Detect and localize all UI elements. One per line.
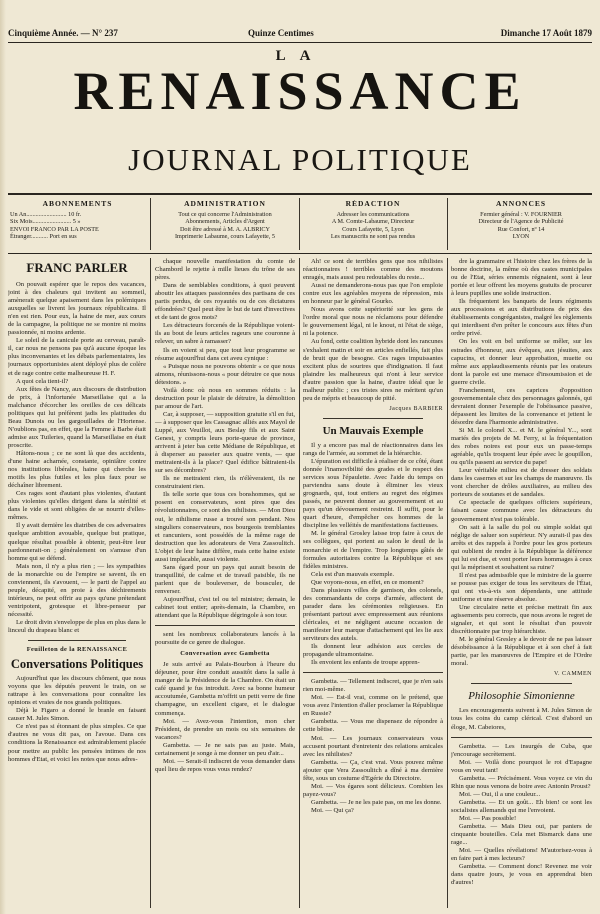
boxes-bottom-rule (8, 253, 592, 254)
author-signature: V. CAMMEN (553, 671, 592, 678)
paragraph: Gambetta. — Les insurgés de Cuba, que j'encourage secrètement. (451, 742, 592, 758)
feuilleton-rule (155, 625, 295, 626)
paragraph: M. le général Grosley laisse trop faire à ceux de ses collègues, qui portent au salon le deuil de la monarchie et de l'empire. Trop longtemps gâtés de formules autoritaires contre la République et ses fidèles ministres. (303, 530, 443, 570)
paragraph: Ils ne mettraient rien, ils n'élèveraient, ils ne construiraient rien. (155, 475, 295, 491)
paragraph: Si M. le colonel X... et M. le général Y..., sont mariés des projets de M. Ferry, si la fréquentation des robes noires est pour eux un passe-temps agréable, qu'ils troquent leur épée avec le goupillon, ou qu'ils passent au service du pape! (451, 426, 592, 467)
masthead-subtitle: JOURNAL POLITIQUE (128, 142, 472, 177)
box-text: Un An.......................... 10 fr. Six Mois......................... 5 » ENVOI FRANCO PAR LA POSTE Étranger........... Port en sus (10, 210, 99, 241)
paragraph: Il y avait dernière les diatribes de ces adversaires quelque ambition avouable, quelque but pratique, quelque résultat possible à obtenir, peut-être leur pardonnerait-on ; généralement on s'amuse d'un homme qui se défend. (8, 522, 146, 562)
conversation-subtitle: Conversation avec Gambetta (180, 650, 270, 658)
paragraph: Ce n'est pas si étonnant de plus simples. Ce que d'autres ne vous dit pas, on l'avoue. Dans ces conditions la Renaissance est admirablement placée pour mettre au public les pensées intimes de nos hommes d'Etat, et voici les notes que nous adres- (8, 723, 146, 763)
paragraph: Gambetta. — Je ne les paie pas, on me les donne. (311, 798, 442, 806)
administration-box (155, 200, 295, 250)
paragraph: Aux fêtes de Nancy, aux discours de distribution de prix, à l'infortunée Marseillaise qui a la malchance d'écorcher les oreilles de ces délicats politiques qui lui préfèrent jadis les platitudes du Beau Dunois ou les gargouillades de l'Hortense. N'oublions pas, en effet, que la Femme à Barbe était admise aux Tuileries, quand la Marseillaise en était proscrite. (8, 385, 146, 449)
paragraph: Déjà le Figaro a donné le branle en faisant causer M. Jules Simon. (8, 707, 146, 723)
paper-edge-shade (0, 0, 6, 914)
box-title: ADMINISTRATION (184, 200, 266, 208)
paragraph: Gambetta. — Précisément. Vous voyez ce vin du Rhin que nous venons de boire avec Antonin Proust? (451, 774, 592, 790)
column-2 (155, 258, 295, 908)
paragraph: Moi. — Avez-vous l'intention, mon cher Président, de prendre un mois ou six semaines de vacances? (155, 717, 295, 741)
paragraph: Gambetta. — Vous me dispensez de répondre à cette bêtise. (303, 718, 443, 734)
paragraph: Moi. — Pas possible! (459, 815, 517, 822)
column-1 (8, 258, 146, 908)
paragraph: Ils donnent leur adhésion aux cercles de propagande ultramontaine. (303, 643, 443, 659)
paragraph: Hâtons-nous ; ce ne sont là que des accidents, d'une haine acharnée, constante, opiniâtre contre nos institutions libérales, haine qui cherche les motifs les plus futiles et les plus faux pour se déchaîner librement. (8, 449, 146, 490)
box-text: Adresser les communications A M. Comte-Labaume, Directeur Cours Lafayette, 5, Lyon Les manuscrits ne sont pas rendus (330, 210, 416, 241)
column-3 (303, 258, 443, 908)
paragraph: Moi. — Oui, il a une couleur... (459, 790, 541, 798)
masthead-article: LA (275, 48, 325, 64)
paragraph: Il y a encore pas mal de réactionnaires dans les rangs de l'armée, au sommet de la hiérarchie. (303, 441, 443, 457)
paragraph: A quoi cela tient-il? (16, 377, 69, 385)
paragraph: Au fond, cette coalition hybride dont les rancunes s'exhalent matin et soir en articles enfiellés, fait plus de bruit que de besogne. Ces rages impuissantes excitent plus de sourires que d'indignation. Il faut plaindre les malheureux qui n'ont à leur service d'autre passion que la haine, d'autre idéal que le malheur public ; ces tristes sires ne méritent qu'un peu de mépris et beaucoup de pitié. (303, 338, 443, 402)
price: Quinze Centimes (248, 28, 314, 38)
philosophie-title: Philosophie Simonienne (468, 690, 575, 703)
paragraph: On les voit en bel uniforme se mêler, sur les estrades d'honneur, aux évêques, aux jésuites, aux capucins, et donner leur approbation, muette ou même aux applaudissements réunis par les orateurs dont la parole est une menace d'insoumission et de guerre civile. (451, 338, 592, 386)
box-separator (150, 198, 151, 250)
paragraph: Sans égard pour un pays qui aurait besoin de tranquillité, de calme et de travail paisible, ils ne parlent que de bouleverser, de bousculer, de renverser. (155, 563, 295, 595)
mauvais-exemple-title: Un Mauvais Exemple (322, 424, 424, 437)
column-4 (451, 258, 592, 908)
paragraph: Une circulaire nette et précise mettrait fin aux agissements peu corrects, que nous avons le regret de signaler, et qui sont le résultat d'un pouvoir discrétionnaire par trop hiérarchiste. (451, 604, 592, 636)
paragraph: L'épuration est difficile à réaliser de ce côté, étant donnée l'inamovibilité des grades et le respect des services sous l'épaulette. Avec l'aide du temps on parviendra sans doute à éliminer les vieux grognards, qui, tout entiers au regret des régimes passés, ne peuvent donner au gouvernement et au pays qu'un dévouement restreint. Il suffit, pour le quart d'heure, d'empêcher ces hommes de la discipline les velléités de manifestations factieuses. (303, 457, 443, 530)
paragraph: Nous avons cette supériorité sur les gens de l'ordre moral que nous ne réclamons pour défendre le gouvernement légal, ni le knout, ni l'état de siège, ni la potence. (303, 306, 443, 338)
paragraph: Les encouragements suivent à M. Jules Simon de tous les coins du camp clérical. C'est d'abord un éloge, M. Cabeiores, (451, 707, 592, 731)
paragraph: Moi. — Voilà donc pourquoi le roi d'Espagne vous en veut tant! (451, 758, 592, 774)
article-rule (471, 683, 572, 684)
paragraph: Car, à supposer, — supposition gratuite s'il en fut, — à supposer que les Cassagnac alliés aux Mayol de Luppé, aux Veuillot, aux Beslay fils et aux Saint Genest, y compris leurs porte-queue de province, arrivent à jeter bas cette Médiane de République, et à disperser au passeier aux quatre vents, — que mettraient-ils à la place? Quel édifice bâtiraient-ils sur ses décombres? (155, 410, 295, 475)
paragraph: Voilà donc où nous en sommes réduits : la destruction pour le plaisir de détruire, la démolition par amour de l'art. (155, 386, 295, 410)
feuilleton-label: Feuilleton de la RENAISSANCE (26, 646, 128, 654)
paragraph: Ils fréquentent les banquets de leurs régiments aux processions et aux distributions de prix des établissements congréganistes, malgré les règlements qui interdisent d'en prêter le concours aux fêtes d'un ordre privé. (451, 298, 592, 338)
box-text: Fermier général : V. FOURNIER Directeur de l'Agence de Publicité Rue Confort, nº 14 LYON (478, 210, 564, 241)
paragraph: Mais non, il n'y a plus rien ; — les sympathies de la monarchie ou de l'empire se savent, ils en conviennent, ils s'avouent, — le parti de l'appel au peuple, décapité, en proie à des déchirements intérieurs, ne peut offrir au pays qu'une prétendant ventripotent, grotesque et libre-penseur par nécessité. (8, 562, 146, 618)
paragraph: Ce spectacle de quelques officiers supérieurs, faisant cause commune avec les détracteurs du gouvernement n'est pas tolérable. (451, 499, 592, 523)
paragraph: sent les nombreux collaborateurs lancés à la poursuite de ce genre de dialogue. (155, 631, 295, 647)
paragraph: Gambetta. — Et un goût... Eh bien! ce sont les socialistes allemands qui me l'envoient. (451, 798, 592, 814)
advertising-box (451, 200, 591, 250)
paragraph: Moi. — Serait-il indiscret de vous demander dans quel lieu de repos vous vous rendez? (155, 757, 295, 773)
feuilleton-rule (28, 640, 126, 641)
paragraph: Il n'est pas admissible que le ministre de la guerre se pousse pas exiger de tous les serviteurs de l'État, qui ont vis-à-vis son dépendants, une attitude uniforme et une réserve absolue. (451, 571, 592, 603)
paragraph: Gambetta. — Ça, c'est vrai. Vous pouvez même ajouter que Vera Zassoulitch a dîné à ma dernière fête, sous un costume d'Egérie du Directoire. (303, 758, 443, 782)
header-rule (8, 42, 592, 43)
franc-parler-title: FRANC PARLER (26, 260, 128, 275)
paragraph: On pouvait espérer que le repos des vacances, joint à des chaleurs qui invitent au sommeil, amènerait quelque apaisement dans les polémiques auxquelles se livrent les journaux républicains. Il n'en est rien. Pour eux, la haine de mer, aux cœurs de la campagne, la politique ne se montre ni moins passionnée, ni moins ardente. (8, 281, 146, 337)
box-title: RÉDACTION (345, 200, 401, 208)
column-separator (299, 258, 300, 908)
column-separator (447, 258, 448, 908)
paragraph: « Puisque nous ne pouvons obtenir « ce que nous aimons, réunissons-nous « pour détruire ce que nous détestons. » (155, 362, 295, 386)
paragraph: Moi. — Quelles révélations! M'autorisez-vous à en faire part à mes lecteurs? (451, 847, 592, 863)
paragraph: M. le général Gresley a le devoir de ne pas laisser désobéissance à la République et à son chef à fait partie, par les manœuvres de l'Empire et de l'Ordre moral. (451, 636, 592, 668)
paragraph: Ils en voient si peu, que tout leur programme se résume aujourd'hui dans cet aveu cynique : (155, 346, 295, 362)
paragraph: Moi. — Les journaux conservateurs vous accusent pourtant d'entretenir des relations amicales avec les nihilistes? (303, 734, 443, 758)
feuilleton-rule (303, 672, 443, 673)
paragraph: Aujourd'hui que les discours chôment, que nous voyons que les députés peuvent le train, on se rattrape à les conversations pour connaître les opinions et vraies de nos grands politiques. (8, 675, 146, 707)
paragraph: Leur véritable milieu est de dresser des soldats dans les casernes et sur les champs de manœuvre. Ils vont chercher de drôles auxiliaires, au milieu des porteurs de soutanes et de sandales. (451, 467, 592, 499)
paragraph: Gambetta. — Mais Dieu oui, par paniers de cinquante bouteilles. Cela met Bismarck dans une rage... (451, 823, 592, 847)
paragraph: Ces rages sont d'autant plus violentes, d'autant plus violentes qu'elles dirigent dans la stérilité et dans le vide et sont obligées de se nourrir d'elles-mêmes. (8, 490, 146, 522)
paragraph: Le droit divin s'enveloppe de plus en plus dans le linceul du drapeau blanc et (8, 618, 146, 635)
paragraph: Gambetta. — Tellement indiscret, que je n'en sais rien moi-même. (303, 678, 443, 694)
article-rule (323, 418, 423, 419)
paragraph: chaque nouvelle manifestation du comte de Chambord le rejette à mille lieues du trône de ses pères. (155, 258, 295, 282)
paragraph: Dans de semblables conditions, à quoi peuvent aboutir les attaques passionnées des partisans de ces partis perdus, de ces royautés ou de ces dictatures effondrées? Quel peut être le but de tant d'invectives et de tant de gros mots? (155, 282, 295, 322)
feuilleton-rule (451, 737, 592, 738)
box-title: ABONNEMENTS (42, 200, 113, 208)
subscriptions-box (10, 200, 145, 250)
paragraph: Ils envoient les enfants de troupe appren- (311, 659, 420, 667)
paragraph: Je suis arrivé au Palais-Bourbon à l'heure du déjeuner, pour être conduit aussitôt dans la salle à manger de la Présidence de la Chambre. On était un café quand je fus introduit. Avec sa bonne humeur accoutumée, Gambetta m'offrit un petit verre de fine champagne, un excellent cigare, et le dialogue commença. (155, 661, 295, 717)
paragraph: Aussi ne demanderons-nous pas que l'on emploie contre eux les agréables moyens de répression, mis en honneur par le général Gourko. (303, 282, 443, 306)
feuilleton-title: Conversations Politiques (10, 657, 144, 672)
paragraph: Aujourd'hui, c'est tel ou tel ministre; demain, le cabinet tout entier; après-demain, la Chambre, en attendant que la République dégringole à son tour. (155, 595, 295, 620)
paragraph: dre la grammaire et l'histoire chez les frères de la bonne doctrine, la même où des castes municipales ou de l'Etat, séries ennemis régnaient, sont à leur portée et leur offrent les moyens gratuits de procurer à leurs pupilles une solide instruction. (451, 258, 592, 298)
box-separator (447, 198, 448, 250)
column-separator (150, 258, 151, 908)
author-signature: Jacques BARBIER (389, 405, 443, 412)
paragraph: Ah! ce sont de terribles gens que nos nihilistes réactionnaires ! terribles comme des moutons enragés, mais aussi peu redoutables du reste... (303, 258, 443, 282)
paragraph: Ils telle sorte que tous ces bonshommes, qui se posent en conservateurs, sont pires que des révolutionnaires, ce sont des nihilistes. — Mon Dieu oui, le nihilisme russe a trouvé son pendant. Nos singuliers conservateurs, nos bourgeois tremblantes et rancuniers, sont possédés de la même rage de destruction que les adorateurs de Vera Zassoulitch. L'objet de leur haine diffère, mais cette haine existe aussi implacable, aussi violente. (155, 491, 295, 563)
masthead-title: RENAISSANCE (73, 61, 527, 121)
issue-number: Cinquième Année. — N° 237 (8, 28, 118, 38)
paragraph: Cela est d'un mauvais exemple. (311, 570, 395, 578)
paragraph: Moi. — Vos égares sont délicieux. Combien les payez-vous? (303, 782, 443, 798)
paragraph: Gambetta. — Comment donc! Revenez me voir dans quatre jours, je vous en apprendrai bien d'autres! (451, 863, 592, 887)
issue-date: Dimanche 17 Août 1879 (500, 28, 592, 38)
paragraph: On sait à la salle du pol ou simple soldat qui néglige de saluer son supérieur. N'y aurait-il pas des arrêts et des rappels à l'ordre pour les gros porteurs qui oublient de rendre à la République la déférence qui lui est due, et vont porter leurs hommages à ceux qui la méprisent et souhaitent sa ruine? (451, 523, 592, 571)
paragraph: Que voyons-nous, en effet, en ce moment? (311, 578, 424, 586)
paragraph: Moi. — Qui ça? (311, 806, 354, 814)
box-text: Tout ce qui concerne l'Administration Abonnements, Articles d'Argent Doit être adressé à M. A. ALBRICY Imprimerie Labaume, cours Lafayette, 5 (175, 210, 275, 241)
paragraph: Les détracteurs forcenés de la République voient-ils au bout de leurs articles rageurs une couronne à relever, un sabre à ramasser? (155, 322, 295, 346)
paragraph: Moi. — Est-il vrai, comme on le prétend, que vous avez l'intention d'aller proclamer la République en Russie? (303, 694, 443, 718)
paragraph: Le soleil de la canicule porte au cerveau, paraît-il, car nous ne pensons pas qu'à aucune époque les plus inconvenantes et les débats parlementaires, les journaux opportunistes aient déployé plus de colère et de rage contre cette malheureuse H. F. (8, 337, 146, 377)
paragraph: Gambetta. — Je ne sais pas au juste. Mais, certainement je songe à me donner un peu d'air... (155, 741, 295, 757)
paragraph: Franchement, ces caprices d'opposition gouvernementale chez des personnages galonnés, qui devraient donner l'exemple de l'obéissance passive, dépassent les limites de la convenance et jettent le désordre dans l'harmonie administrative. (451, 386, 592, 426)
box-separator (299, 198, 300, 250)
box-title: ANNONCES (495, 200, 547, 208)
paragraph: Dans plusieurs villes de garnison, des colonels, des commandants de corps d'armée, affectent de parader dans les cérémonies religieuses. En présentant partout avec empressement aux réunions cléricales, et ne négligent aucune occasion de manifester leur marque d'attachement qui les lie aux serviteurs des autels. (303, 586, 443, 643)
boxes-top-rule (8, 193, 592, 195)
editorial-box (303, 200, 443, 250)
